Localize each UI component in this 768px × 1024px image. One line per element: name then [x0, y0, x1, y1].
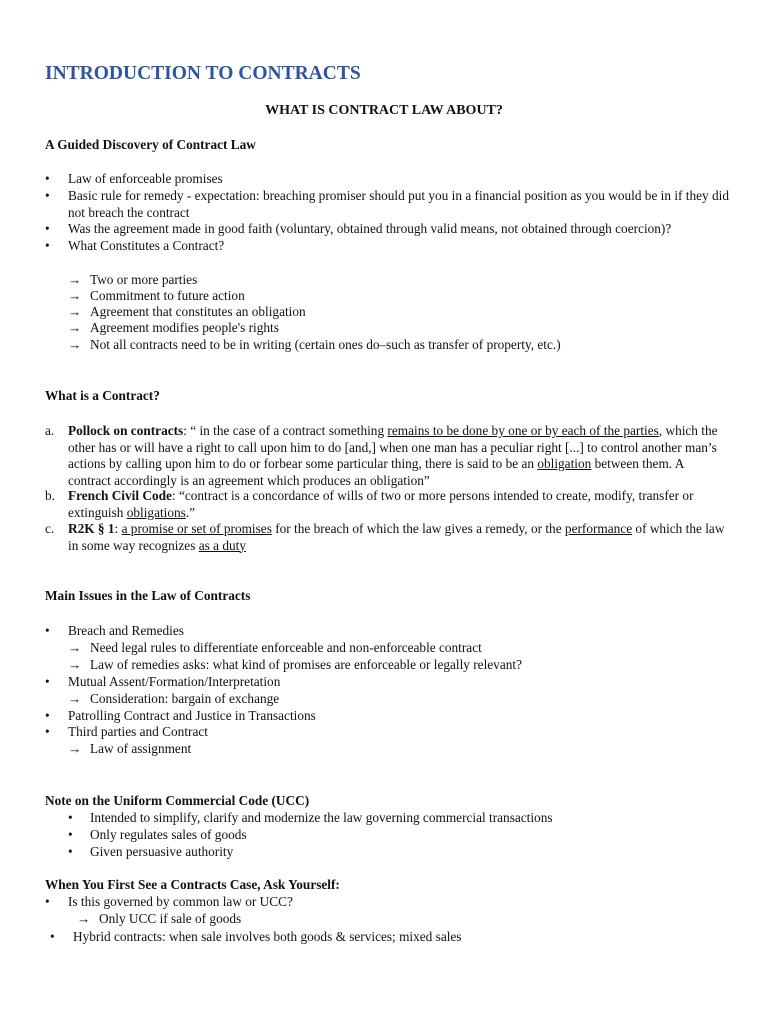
- text-segment: of which the law in some way recognizes: [68, 521, 725, 553]
- text-segment: between them. A contract accordingly is an agreement which produces an obligation”: [68, 456, 684, 488]
- list-item-text: Was the agreement made in good faith (voluntary, obtained through valid means, not obtained through coercion)?: [68, 221, 672, 236]
- list-item-text: Is this governed by common law or UCC?: [68, 894, 293, 909]
- item-label: a.: [45, 423, 55, 438]
- ucc-heading: Note on the Uniform Commercial Code (UCC): [45, 793, 310, 808]
- bullet-icon: •: [45, 724, 50, 739]
- list-item-text: Hybrid contracts: when sale involves both goods & services; mixed sales: [73, 929, 462, 944]
- bullet-icon: •: [68, 827, 73, 842]
- bullet-icon: •: [45, 894, 50, 909]
- list-item-text: Consideration: bargain of exchange: [90, 691, 280, 706]
- list-item-text: Only UCC if sale of goods: [99, 911, 242, 926]
- text-segment: for the breach of which the law gives a remedy, or the: [271, 521, 565, 536]
- item-label: c.: [45, 521, 55, 536]
- underlined-text: as a duty: [198, 537, 246, 553]
- page-title: INTRODUCTION TO CONTRACTS: [45, 63, 361, 84]
- arrow-right-icon: →: [68, 288, 82, 303]
- list-item-text: Agreement modifies people's rights: [90, 320, 279, 335]
- list-item-text: Law of remedies asks: what kind of promises are enforceable or legally relevant?: [90, 657, 522, 672]
- list-item-text: Breach and Remedies: [68, 623, 184, 638]
- arrow-right-icon: →: [68, 741, 82, 756]
- list-item-text: Mutual Assent/Formation/Interpretation: [68, 674, 281, 689]
- arrow-right-icon: →: [68, 337, 82, 352]
- bullet-icon: •: [45, 238, 50, 253]
- list-item-text: Agreement that constitutes an obligation: [90, 304, 306, 319]
- arrow-right-icon: →: [77, 911, 91, 926]
- list-item-text: Basic rule for remedy - expectation: breaching promiser should put you in a financial position as you would be in if they did not breach the contract: [68, 188, 729, 220]
- list-item-text: Given persuasive authority: [90, 844, 234, 859]
- text-segment: :: [114, 521, 122, 536]
- list-item-text: Commitment to future action: [90, 288, 245, 303]
- source-name: French Civil Code: [68, 488, 172, 503]
- list-item-text: Only regulates sales of goods: [90, 827, 247, 842]
- text-segment: : “contract is a concordance of wills of two or more persons intended to create, modify, transfer or extinguish: [68, 488, 694, 520]
- definition-text: [68, 488, 728, 521]
- arrow-right-icon: →: [68, 304, 82, 319]
- text-segment: , which the other has or will have a right to call upon him to do [and,] when one man has a peculiar right [...] to control another man’s actions by calling upon him to do or forbear some particular thing, there is said to be an: [68, 423, 718, 471]
- definition-text: [68, 521, 728, 554]
- definition-text: [68, 423, 728, 489]
- underlined-text: obligations: [126, 504, 186, 520]
- bullet-icon: •: [45, 188, 50, 203]
- bullet-icon: •: [68, 844, 73, 859]
- what-is-heading: What is a Contract?: [45, 388, 160, 403]
- text-segment: .”: [185, 504, 196, 520]
- list-item-text: Patrolling Contract and Justice in Transactions: [68, 708, 316, 723]
- bullet-icon: •: [50, 929, 55, 944]
- bullet-icon: •: [45, 674, 50, 689]
- list-item-text: Third parties and Contract: [68, 724, 208, 739]
- underlined-text: performance: [564, 521, 633, 536]
- text-segment: : “ in the case of a contract something: [183, 423, 388, 438]
- arrow-right-icon: →: [68, 640, 82, 655]
- list-item-text: Need legal rules to differentiate enforceable and non-enforceable contract: [90, 640, 482, 655]
- first-see-heading: When You First See a Contracts Case, Ask Yourself:: [45, 877, 340, 892]
- arrow-right-icon: →: [68, 320, 82, 335]
- list-item-text: Two or more parties: [90, 272, 198, 287]
- bullet-icon: •: [45, 708, 50, 723]
- list-item-text: Law of assignment: [90, 741, 192, 756]
- bullet-icon: •: [45, 171, 50, 186]
- underlined-text: a promise or set of promises: [121, 521, 272, 536]
- list-item-text: Intended to simplify, clarify and modernize the law governing commercial transactions: [90, 810, 553, 825]
- underlined-text: remains to be done by one or by each of the parties: [387, 423, 659, 438]
- arrow-right-icon: →: [68, 657, 82, 672]
- source-name: R2K § 1: [68, 521, 115, 536]
- arrow-right-icon: →: [68, 691, 82, 706]
- item-label: b.: [45, 488, 55, 503]
- underlined-text: obligation: [537, 456, 592, 471]
- bullet-icon: •: [45, 221, 50, 236]
- list-item-text: What Constitutes a Contract?: [68, 238, 225, 253]
- guided-heading: A Guided Discovery of Contract Law: [45, 137, 256, 152]
- list-item-text: Law of enforceable promises: [68, 171, 223, 186]
- list-item-text: Not all contracts need to be in writing (certain ones do–such as transfer of property, etc.): [90, 337, 561, 352]
- main-issues-heading: Main Issues in the Law of Contracts: [45, 588, 251, 603]
- bullet-icon: •: [45, 623, 50, 638]
- source-name: Pollock on contracts: [68, 423, 184, 438]
- bullet-icon: •: [68, 810, 73, 825]
- section-title: WHAT IS CONTRACT LAW ABOUT?: [265, 103, 503, 118]
- arrow-right-icon: →: [68, 272, 82, 287]
